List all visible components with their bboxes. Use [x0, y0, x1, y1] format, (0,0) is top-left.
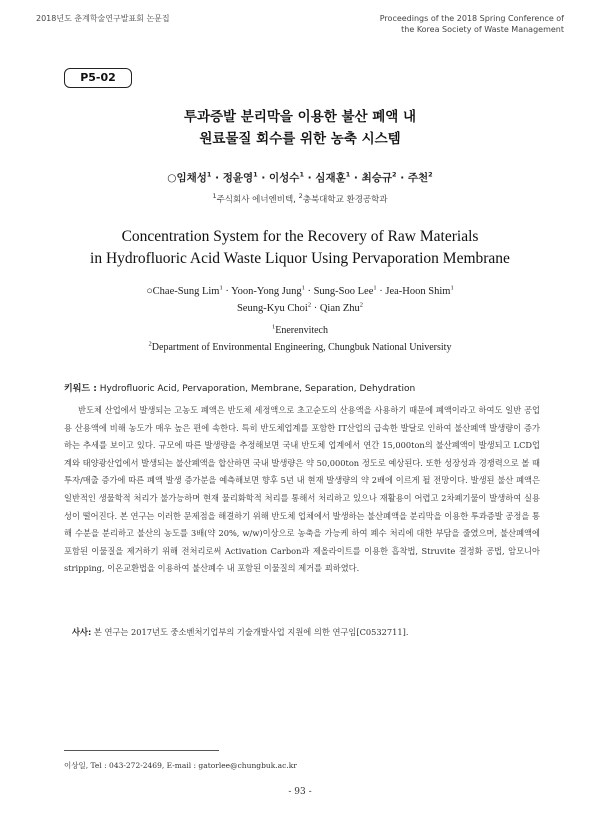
running-head-left: 2018년도 춘계학술연구발표회 논문집	[36, 14, 170, 23]
acknowledgment-text: 본 연구는 2017년도 중소벤처기업부의 기술개발사업 지원에 의한 연구임[C0532711].	[93, 627, 409, 637]
running-head-right-line1: Proceedings of the 2018 Spring Conference of	[379, 14, 564, 23]
author-separator: ·	[396, 172, 408, 184]
english-authors	[40, 283, 560, 317]
author-affiliation-mark: 1	[345, 170, 351, 179]
footnote-divider	[64, 750, 219, 751]
english-affiliation-mark1: 1	[272, 323, 276, 331]
author-affiliation-mark: 1	[253, 170, 258, 179]
author-affiliation-mark: 1	[450, 284, 454, 292]
author-name: Sung-Soo Lee	[313, 286, 374, 297]
author-separator: ·	[311, 303, 320, 314]
author-affiliation-mark: 1	[373, 284, 377, 292]
author-separator: ·	[303, 172, 316, 184]
author-affiliation-mark: 1	[219, 284, 223, 292]
korean-affiliations	[40, 193, 560, 205]
korean-affiliation2: 충북대학교 환경공학과	[302, 195, 388, 205]
author-name: 정윤영	[222, 172, 254, 184]
korean-title	[40, 106, 560, 150]
english-affiliation2: Department of Environmental Engineering, Chungbuk National University	[151, 342, 452, 353]
english-affiliations	[40, 322, 560, 356]
acknowledgment-label: 사사:	[72, 627, 92, 637]
english-title-line1: Concentration System for the Recovery of Raw Materials	[121, 228, 479, 245]
english-title	[40, 226, 560, 270]
author-separator: ·	[222, 286, 232, 297]
corresponding-author-footnote: 이상일, Tel : 043-272-2469, E-mail : gatorlee@chungbuk.ac.kr	[64, 761, 297, 770]
running-head	[36, 10, 564, 40]
author-name: ○Chae-Sung Lim	[146, 286, 220, 297]
author-name: 주천	[407, 172, 429, 184]
page-number: - 93 -	[288, 787, 312, 797]
author-separator: ·	[304, 286, 314, 297]
paper-id-badge: P5-02	[64, 68, 132, 88]
author-name: Yoon-Yong Jung	[231, 286, 302, 297]
author-separator: ·	[257, 172, 270, 184]
author-separator: ·	[211, 172, 223, 184]
keywords-text: Hydrofluoric Acid, Pervaporation, Membrane, Separation, Dehydration	[99, 384, 416, 394]
author-name: Seung-Kyu Choi	[236, 303, 308, 314]
korean-title-line1: 투과증발 분리막을 이용한 불산 폐액 내	[183, 109, 417, 125]
author-affiliation-mark: 2	[307, 301, 312, 309]
korean-affiliation1: 주식회사 에너엔비텍,	[216, 195, 296, 205]
author-affiliation-mark: 2	[359, 301, 364, 309]
author-name: 심재훈	[315, 172, 346, 184]
english-affiliation-row1	[40, 322, 560, 339]
author-separator: ·	[350, 172, 362, 184]
author-affiliation-mark: 1	[299, 170, 304, 179]
author-affiliation-mark: 2	[392, 170, 397, 179]
english-affiliation1: Enerenvitech	[275, 325, 328, 336]
author-name: 이성수	[269, 172, 300, 184]
author-separator: ·	[376, 286, 386, 297]
acknowledgment	[72, 627, 560, 638]
korean-affiliation-mark1: 1	[212, 192, 217, 201]
author-affiliation-mark: 1	[206, 170, 212, 179]
korean-affiliation-mark2: 2	[298, 192, 303, 201]
author-name: Jea-Hoon Shim	[385, 286, 451, 297]
keywords-label: 키워드 :	[64, 384, 97, 394]
author-name: Qian Zhu	[319, 303, 360, 314]
english-authors-line2	[40, 300, 560, 317]
english-title-line2: in Hydrofluoric Acid Waste Liquor Using Pervaporation Membrane	[90, 250, 510, 267]
english-affiliation-row2	[40, 339, 560, 356]
running-head-right	[380, 13, 564, 35]
author-affiliation-mark: 1	[301, 284, 305, 292]
running-head-right-line2: the Korea Society of Waste Management	[401, 25, 564, 34]
korean-authors	[40, 170, 560, 185]
author-name: ○임채성	[167, 172, 207, 184]
korean-title-line2: 원료물질 회수를 위한 농축 시스템	[199, 131, 401, 147]
abstract-body: 반도체 산업에서 발생되는 고농도 폐액은 반도체 세정액으로 초고순도의 산용액을 사용하기 때문에 폐액이라고 하여도 일반 공업용 산용액에 비해 농도가 매우 높은 편에 속한다. 특히 반도체업계를 포함한 IT산업의 급속한 발달로 인하여 불산폐액 발생량이 증가하는 추세를 보이고 있다. 규모에 따른 발생량을 추정해보면 국내 반도체 업계에서 연간 15,000ton의 불산폐액이 발생되고 LCD업계와 태양광산업에서 발생되는 불산폐액을 합산하면 국내 발생량은 약 50,000ton 정도로 예상된다. 또한 성장성과 경쟁력으로 볼 때 투자/매출 증가에 따른 폐액 발생 증가분을 예측해보면 향후 5년 내 현재 발생량의 약 2배에 이르게 될 전망이다. 발생된 불산 폐액은 일반적인 생물학적 처리가 불가능하며 현재 물리화학적 처리를 통해서 처리하고 있으나 재활용이 어렵고 2차폐기물이 발생하여 실용성이 떨어진다. 본 연구는 이러한 문제점을 해결하기 위해 반도체 업체에서 발생하는 불산폐액을 분리막을 이용한 투과증발 공정을 통해 수분을 분리하고 불산의 농도를 3배(약 20%, w/w)이상으로 농축을 가능케 하여 폐수 처리에 대한 부담을 줄였으며, 불산폐액에 포함된 이물질을 제거하기 위해 전처리로써 Activation Carbon과 제올라이트를 이용한 흡착법, Struvite 결정화 공법, 암모니아 stripping, 이온교환법을 이용하여 불산폐수 내 포함된 이물질의 제거를 꾀하였다.	[64, 405, 540, 574]
english-affiliation-mark2: 2	[148, 340, 152, 348]
author-name: 최승규	[361, 172, 393, 184]
english-authors-line1	[40, 283, 560, 300]
keywords	[64, 381, 560, 394]
author-affiliation-mark: 2	[428, 170, 433, 179]
